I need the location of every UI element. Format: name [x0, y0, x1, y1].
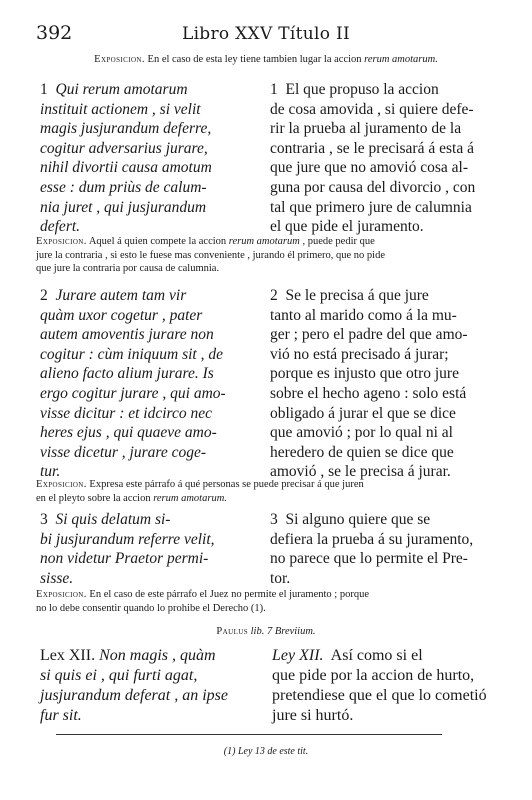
latin-line: esse : dum priùs de calum-: [40, 178, 207, 196]
source-citation: [0, 626, 532, 637]
page-number: 392: [36, 22, 73, 44]
spanish-ley-12: [272, 646, 497, 726]
exposicion-label: Exposicion.: [36, 589, 87, 600]
spanish-line: porque es injusto que otro jure: [270, 365, 459, 383]
latin-line: Qui rerum amotarum: [55, 81, 188, 98]
exposicion-line: no lo debe consentir quando lo prohibe el Derecho (1).: [36, 602, 266, 614]
latin-line: non videtur Praetor permi-: [40, 550, 209, 568]
spanish-line: El que propuso la accion: [285, 81, 439, 98]
spanish-line: vió no está precisado á jurar;: [270, 345, 449, 363]
spanish-line: pretendiese que el que lo cometió: [272, 687, 487, 704]
running-title: Libro XXV Título II: [181, 24, 351, 44]
footnote: (1) Ley 13 de este tit.: [223, 746, 309, 757]
latin-line: ergo cogitur jurare , qui amo-: [40, 384, 226, 402]
spanish-paragraph-3: [270, 510, 492, 588]
spanish-paragraph-2: [270, 286, 492, 482]
ley-heading: Ley XII.: [272, 647, 324, 664]
spanish-line: Si alguno quiere que se: [285, 511, 431, 528]
exposicion-term: rerum amotarum: [228, 236, 300, 247]
spanish-paragraph-1: [270, 80, 492, 237]
exposicion-3: [36, 478, 496, 505]
latin-line: cogitur adversarius jurare,: [40, 139, 208, 157]
spanish-line: que pide por la accion de hurto,: [272, 667, 475, 684]
exposicion-line: jure la contraria , si esto le fuese mas conveniente , jurando él primero, que no pide: [36, 249, 386, 261]
spanish-line: guna por causa del divorcio , con: [270, 178, 476, 196]
spanish-line: Se le precisa á que jure: [285, 287, 429, 304]
page-header: [30, 22, 502, 46]
exposicion-line: [36, 478, 496, 492]
source-work: lib. 7 Breviium.: [250, 626, 316, 637]
exposicion-term: rerum amotarum.: [153, 492, 227, 504]
footnote-rule: [56, 734, 442, 735]
spanish-line: Así como si el: [330, 647, 423, 664]
exposicion-text: Expresa este párrafo á qué personas se puede precisar á que juren: [89, 479, 364, 490]
paragraph-number: 2: [270, 287, 278, 304]
latin-paragraph-1: [40, 80, 260, 237]
latin-line: tur.: [40, 463, 61, 481]
paragraph-number: 2: [40, 287, 48, 304]
latin-line: instituit actionem , si velit: [40, 100, 201, 118]
exposicion-text: , puede pedir que: [302, 236, 375, 247]
latin-paragraph-2: [40, 286, 260, 482]
latin-line: fur sit.: [40, 707, 82, 724]
spanish-line: jure si hurtó.: [272, 707, 354, 724]
exposicion-label: Exposicion.: [36, 479, 87, 490]
paragraph-number: 1: [40, 81, 48, 98]
spanish-line: no parece que lo permite el Pre-: [270, 550, 468, 568]
exposicion-line: [36, 492, 496, 506]
exposicion-text: En el caso de esta ley tiene tambien lugar la accion: [147, 54, 362, 65]
spanish-line: de cosa amovida , si quiere defe-: [270, 100, 474, 118]
spanish-line: heredero de quien se dice que: [270, 443, 454, 461]
spanish-line: rir la prueba al juramento de la: [270, 120, 462, 138]
latin-lex-12: [40, 646, 265, 726]
spanish-line: obligado á jurar el que se dice: [270, 404, 456, 422]
latin-line: magis jusjurandum deferre,: [40, 120, 212, 138]
latin-line: sisse.: [40, 569, 74, 587]
latin-line: Si quis delatum si-: [55, 511, 171, 528]
exposicion-line: [36, 588, 496, 602]
spanish-line: defiera la prueba á su juramento,: [270, 530, 474, 548]
spanish-line: tor.: [270, 569, 291, 587]
spanish-line: sobre el hecho ageno : solo está: [270, 384, 467, 402]
spanish-line: que amovió ; por lo qual ni al: [270, 424, 453, 442]
latin-line: autem amoventis jurare non: [40, 326, 214, 344]
latin-line: heres ejus , qui quaeve amo-: [40, 424, 217, 442]
exposicion-term: rerum amotarum.: [364, 54, 438, 65]
spanish-line: tal que primero jure de calumnia: [270, 198, 472, 216]
latin-line: bi jusjurandum referre velit,: [40, 530, 215, 548]
spanish-line: que jure que no amovió cosa al-: [270, 159, 468, 177]
exposicion-line: que jure la contraria por causa de calumnia.: [36, 263, 220, 274]
latin-line: alieno facto alium jurare. Is: [40, 365, 214, 383]
source-author: Paulus: [216, 626, 248, 637]
latin-line: quàm uxor cogetur , pater: [40, 306, 203, 324]
lex-heading: Lex XII.: [40, 647, 96, 664]
latin-line: visse dicitur : et idcirco nec: [40, 404, 213, 422]
spanish-line: contraria , se le precisará á esta á: [270, 139, 474, 157]
latin-line: nihil divortii causa amotum: [40, 159, 212, 177]
spanish-line: el que pide el juramento.: [270, 218, 424, 236]
exposicion-4: [36, 588, 496, 615]
latin-line: visse dicetur , jurare coge-: [40, 443, 207, 461]
spanish-line: tanto al marido como á la mu-: [270, 306, 457, 324]
latin-line: nia juret , qui jusjurandum: [40, 198, 207, 216]
exposicion-text: En el caso de este párrafo el Juez no permite el juramento ; porque: [89, 589, 369, 600]
latin-paragraph-3: [40, 510, 260, 588]
exposicion-label: Exposicion.: [94, 54, 145, 65]
paragraph-number: 1: [270, 81, 278, 98]
latin-line: Jurare autem tam vir: [55, 287, 187, 304]
latin-line: defert.: [40, 218, 81, 236]
exposicion-text: Aquel á quien compete la accion: [88, 236, 227, 247]
latin-line: jusjurandum deferat , an ipse: [40, 687, 228, 704]
paragraph-number: 3: [40, 511, 48, 528]
latin-line: cogitur : cùm iniquum sit , de: [40, 345, 223, 363]
exposicion-1: [36, 53, 496, 67]
exposicion-text: en el pleyto sobre la accion: [36, 492, 151, 504]
exposicion-2: [36, 235, 496, 276]
exposicion-label: Exposicion.: [36, 236, 87, 247]
latin-line: Non magis , quàm: [99, 647, 216, 664]
exposicion-line: [36, 235, 496, 249]
spanish-line: ger ; pero el padre del que amo-: [270, 326, 468, 344]
latin-line: si quis ei , qui furti agat,: [40, 667, 198, 684]
paragraph-number: 3: [270, 511, 278, 528]
spanish-line: amovió , se le precisa á jurar.: [270, 463, 451, 481]
